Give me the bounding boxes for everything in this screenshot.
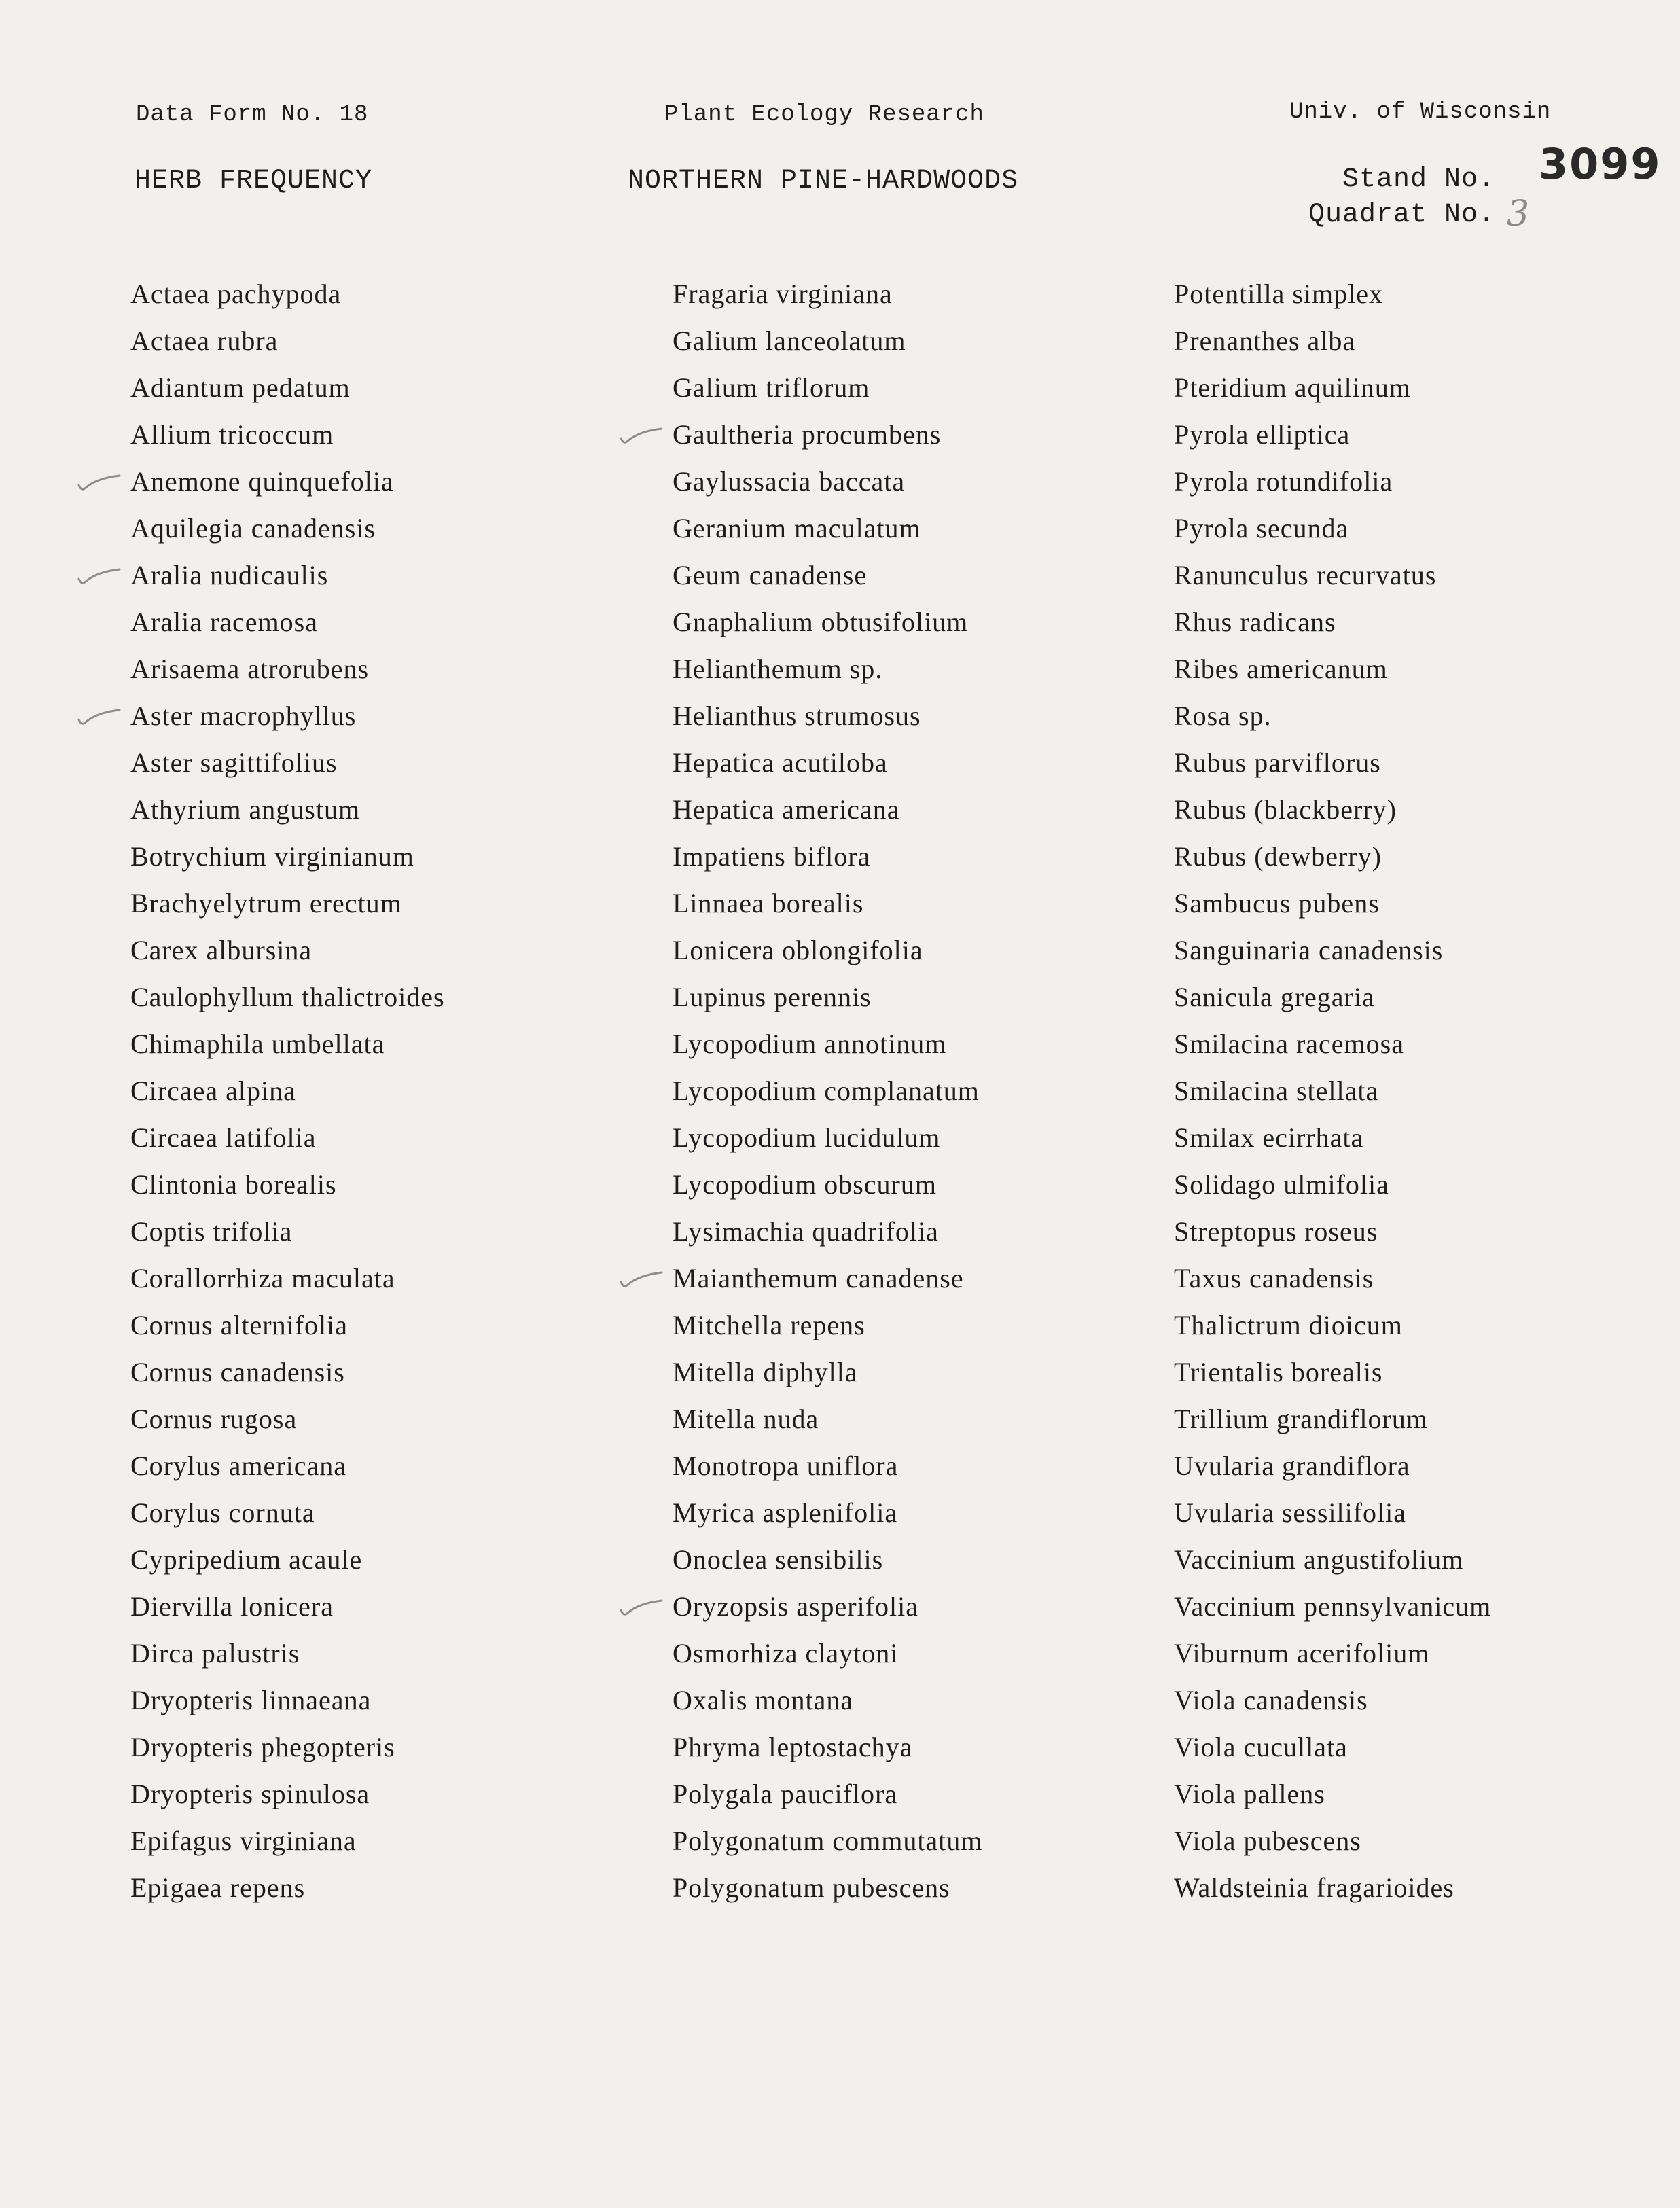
pencil-check-mark-icon — [76, 565, 122, 588]
species-name: Phryma leptostachya — [673, 1732, 913, 1762]
species-name: Potentilla simplex — [1174, 279, 1383, 309]
species-item — [673, 880, 982, 927]
species-name: Impatiens biflora — [673, 841, 871, 872]
species-name: Anemone quinquefolia — [130, 466, 394, 497]
species-item — [1174, 1208, 1491, 1255]
species-name: Aster sagittifolius — [130, 747, 338, 778]
species-name: Galium lanceolatum — [673, 325, 906, 356]
species-item — [1174, 786, 1491, 833]
species-name: Corylus cornuta — [130, 1497, 315, 1528]
species-item — [1174, 1864, 1491, 1911]
species-item — [130, 1161, 445, 1208]
species-item — [130, 1864, 445, 1911]
species-item — [130, 270, 445, 317]
pencil-check-mark-icon — [618, 425, 664, 448]
organization: Plant Ecology Research — [664, 102, 984, 128]
species-name: Arisaema atrorubens — [130, 654, 370, 684]
species-item — [673, 1020, 982, 1067]
species-item — [130, 786, 445, 833]
species-name: Viola cucullata — [1174, 1732, 1348, 1762]
species-name: Dryopteris spinulosa — [130, 1779, 370, 1809]
species-name: Pyrola rotundifolia — [1174, 466, 1393, 497]
species-item — [130, 1302, 445, 1349]
species-item — [130, 927, 445, 974]
species-name: Hepatica acutiloba — [673, 747, 888, 778]
species-item — [673, 1442, 982, 1489]
form-title: HERB FREQUENCY — [135, 166, 373, 196]
species-item — [130, 317, 445, 364]
species-name: Gaylussacia baccata — [673, 466, 906, 497]
species-name: Cornus alternifolia — [130, 1310, 348, 1340]
species-name: Mitchella repens — [673, 1310, 865, 1340]
species-item — [130, 1817, 445, 1864]
species-name: Fragaria virginiana — [673, 279, 893, 309]
species-name: Viburnum acerifolium — [1174, 1638, 1430, 1669]
species-name: Circaea alpina — [130, 1075, 296, 1106]
species-name: Streptopus roseus — [1174, 1216, 1378, 1247]
species-name: Rhus radicans — [1174, 607, 1336, 637]
species-column-3 — [1174, 270, 1491, 1911]
species-item — [130, 1724, 445, 1770]
species-name: Lycopodium obscurum — [673, 1169, 937, 1200]
species-name: Aquilegia canadensis — [130, 513, 376, 544]
species-name: Trillium grandiflorum — [1174, 1404, 1428, 1434]
species-column-1 — [130, 270, 445, 1911]
species-name: Botrychium virginianum — [130, 841, 414, 872]
species-item — [1174, 1442, 1491, 1489]
species-name: Viola canadensis — [1174, 1685, 1368, 1715]
species-item — [1174, 1395, 1491, 1442]
species-item — [1174, 1161, 1491, 1208]
species-item — [1174, 411, 1491, 458]
species-name: Uvularia sessilifolia — [1174, 1497, 1407, 1528]
species-item — [1174, 1067, 1491, 1114]
species-item — [130, 1114, 445, 1161]
species-item — [1174, 1677, 1491, 1724]
species-item — [673, 1724, 982, 1770]
species-item — [673, 1208, 982, 1255]
species-item — [1174, 364, 1491, 411]
species-name: Clintonia borealis — [130, 1169, 337, 1200]
species-name: Vaccinium pennsylvanicum — [1174, 1591, 1492, 1622]
species-name: Viola pallens — [1174, 1779, 1325, 1809]
species-name: Sanicula gregaria — [1174, 982, 1375, 1012]
species-name: Carex albursina — [130, 935, 312, 965]
species-name: Mitella nuda — [673, 1404, 819, 1434]
species-item — [130, 1630, 445, 1677]
species-item — [673, 599, 982, 645]
species-name: Dirca palustris — [130, 1638, 300, 1669]
species-name: Epifagus virginiana — [130, 1826, 357, 1856]
species-name: Geranium maculatum — [673, 513, 921, 544]
species-item — [1174, 552, 1491, 599]
species-item — [1174, 645, 1491, 692]
pencil-check-mark-icon — [618, 1268, 664, 1292]
species-item — [673, 270, 982, 317]
species-item — [1174, 880, 1491, 927]
species-item — [673, 1536, 982, 1583]
species-item — [1174, 692, 1491, 739]
species-item — [673, 1817, 982, 1864]
species-item — [673, 1864, 982, 1911]
species-item — [673, 1349, 982, 1395]
species-item — [673, 739, 982, 786]
species-item — [130, 411, 445, 458]
species-name: Lonicera oblongifolia — [673, 935, 923, 965]
species-item — [673, 1489, 982, 1536]
species-name: Pteridium aquilinum — [1174, 372, 1411, 403]
species-item — [673, 364, 982, 411]
species-item — [673, 1395, 982, 1442]
species-name: Galium triflorum — [673, 372, 870, 403]
species-name: Waldsteinia fragarioides — [1174, 1872, 1454, 1903]
species-item — [130, 1583, 445, 1630]
species-item — [1174, 1255, 1491, 1302]
species-name: Adiantum pedatum — [130, 372, 351, 403]
species-item — [1174, 1817, 1491, 1864]
species-item — [130, 599, 445, 645]
species-name: Thalictrum dioicum — [1174, 1310, 1403, 1340]
species-name: Vaccinium angustifolium — [1174, 1544, 1464, 1575]
species-name: Oxalis montana — [673, 1685, 854, 1715]
species-name: Pyrola secunda — [1174, 513, 1349, 544]
species-item — [1174, 974, 1491, 1020]
species-name: Lupinus perennis — [673, 982, 872, 1012]
species-name: Athyrium angustum — [130, 794, 361, 825]
species-item — [130, 974, 445, 1020]
species-item — [673, 1630, 982, 1677]
species-name: Helianthus strumosus — [673, 700, 921, 731]
species-name: Helianthemum sp. — [673, 654, 883, 684]
species-item — [130, 458, 445, 505]
pencil-check-mark-icon — [76, 706, 122, 729]
species-name: Dryopteris linnaeana — [130, 1685, 372, 1715]
species-name: Epigaea repens — [130, 1872, 306, 1903]
species-name: Myrica asplenifolia — [673, 1497, 898, 1528]
species-name: Polygonatum pubescens — [673, 1872, 950, 1903]
species-name: Chimaphila umbellata — [130, 1029, 385, 1059]
pencil-check-mark-icon — [618, 1597, 664, 1620]
species-item — [1174, 1489, 1491, 1536]
species-item — [130, 1020, 445, 1067]
species-name: Uvularia grandiflora — [1174, 1450, 1410, 1481]
species-item — [1174, 1770, 1491, 1817]
species-name: Gnaphalium obtusifolium — [673, 607, 969, 637]
species-item — [1174, 270, 1491, 317]
species-name: Solidago ulmifolia — [1174, 1169, 1389, 1200]
species-item — [130, 645, 445, 692]
quadrat-number-handwritten: 3 — [1507, 194, 1530, 234]
species-item — [673, 552, 982, 599]
species-name: Aralia nudicaulis — [130, 560, 329, 590]
species-item — [130, 1489, 445, 1536]
species-name: Sanguinaria canadensis — [1174, 935, 1444, 965]
species-item — [130, 739, 445, 786]
species-item — [673, 786, 982, 833]
species-name: Aralia racemosa — [130, 607, 318, 637]
species-item — [1174, 739, 1491, 786]
species-name: Monotropa uniflora — [673, 1450, 899, 1481]
species-item — [673, 974, 982, 1020]
species-item — [130, 1677, 445, 1724]
species-item — [130, 880, 445, 927]
species-name: Cornus rugosa — [130, 1404, 298, 1434]
species-name: Hepatica americana — [673, 794, 900, 825]
stand-label: Stand No. — [1342, 164, 1496, 195]
species-item — [673, 1770, 982, 1817]
species-item — [1174, 833, 1491, 880]
species-name: Smilacina stellata — [1174, 1075, 1379, 1106]
species-name: Lycopodium complanatum — [673, 1075, 980, 1106]
species-item — [673, 1583, 982, 1630]
species-name: Actaea rubra — [130, 325, 279, 356]
species-item — [673, 1302, 982, 1349]
species-name: Corallorrhiza maculata — [130, 1263, 395, 1294]
species-item — [1174, 1536, 1491, 1583]
species-name: Lycopodium annotinum — [673, 1029, 947, 1059]
species-item — [673, 645, 982, 692]
species-item — [1174, 317, 1491, 364]
species-item — [673, 505, 982, 552]
species-name: Polygala pauciflora — [673, 1779, 898, 1809]
species-name: Onoclea sensibilis — [673, 1544, 884, 1575]
species-item — [130, 692, 445, 739]
species-name: Sambucus pubens — [1174, 888, 1380, 919]
university: Univ. of Wisconsin — [1289, 99, 1552, 125]
species-item — [1174, 1630, 1491, 1677]
species-name: Polygonatum commutatum — [673, 1826, 983, 1856]
species-name: Trientalis borealis — [1174, 1357, 1383, 1387]
species-name: Viola pubescens — [1174, 1826, 1361, 1856]
species-name: Coptis trifolia — [130, 1216, 293, 1247]
species-name: Ranunculus recurvatus — [1174, 560, 1437, 590]
species-name: Rubus parviflorus — [1174, 747, 1381, 778]
species-item — [130, 552, 445, 599]
species-item — [673, 1114, 982, 1161]
species-item — [130, 1442, 445, 1489]
species-name: Oryzopsis asperifolia — [673, 1591, 919, 1622]
species-name: Actaea pachypoda — [130, 279, 342, 309]
species-item — [673, 317, 982, 364]
species-name: Taxus canadensis — [1174, 1263, 1374, 1294]
species-name: Prenanthes alba — [1174, 325, 1356, 356]
species-name: Lycopodium lucidulum — [673, 1122, 941, 1153]
species-item — [1174, 599, 1491, 645]
species-name: Brachyelytrum erectum — [130, 888, 402, 919]
species-name: Geum canadense — [673, 560, 868, 590]
species-name: Pyrola elliptica — [1174, 419, 1351, 450]
species-item — [1174, 1583, 1491, 1630]
species-item — [130, 1208, 445, 1255]
species-item — [673, 1067, 982, 1114]
species-item — [673, 692, 982, 739]
species-name: Cypripedium acaule — [130, 1544, 363, 1575]
species-name: Allium tricoccum — [130, 419, 334, 450]
species-item — [673, 1161, 982, 1208]
species-item — [1174, 505, 1491, 552]
species-item — [130, 1349, 445, 1395]
species-item — [130, 1770, 445, 1817]
stand-number-handwritten: 3099 — [1539, 139, 1662, 189]
species-name: Osmorhiza claytoni — [673, 1638, 899, 1669]
species-item — [130, 505, 445, 552]
species-name: Corylus americana — [130, 1450, 346, 1481]
species-name: Rubus (blackberry) — [1174, 794, 1397, 825]
species-item — [1174, 927, 1491, 974]
species-item — [673, 1677, 982, 1724]
species-item — [673, 458, 982, 505]
species-item — [1174, 1114, 1491, 1161]
species-item — [130, 1395, 445, 1442]
species-name: Rosa sp. — [1174, 700, 1272, 731]
species-item — [1174, 1349, 1491, 1395]
species-name: Gaultheria procumbens — [673, 419, 942, 450]
quadrat-label: Quadrat No. — [1308, 200, 1496, 230]
species-item — [673, 927, 982, 974]
species-item — [1174, 1020, 1491, 1067]
species-item — [1174, 1302, 1491, 1349]
species-item — [1174, 458, 1491, 505]
species-item — [673, 833, 982, 880]
species-name: Mitella diphylla — [673, 1357, 858, 1387]
species-item — [130, 1255, 445, 1302]
species-item — [673, 411, 982, 458]
species-name: Diervilla lonicera — [130, 1591, 334, 1622]
species-name: Linnaea borealis — [673, 888, 864, 919]
species-item — [673, 1255, 982, 1302]
species-name: Caulophyllum thalictroides — [130, 982, 445, 1012]
species-name: Smilax ecirrhata — [1174, 1122, 1364, 1153]
species-name: Smilacina racemosa — [1174, 1029, 1404, 1059]
species-item — [130, 1067, 445, 1114]
species-name: Lysimachia quadrifolia — [673, 1216, 939, 1247]
species-name: Cornus canadensis — [130, 1357, 345, 1387]
species-name: Rubus (dewberry) — [1174, 841, 1382, 872]
community-title: NORTHERN PINE-HARDWOODS — [628, 166, 1019, 196]
species-name: Aster macrophyllus — [130, 700, 357, 731]
species-column-2 — [673, 270, 982, 1911]
species-item — [1174, 1724, 1491, 1770]
species-name: Maianthemum canadense — [673, 1263, 964, 1294]
species-item — [130, 833, 445, 880]
species-item — [130, 364, 445, 411]
species-name: Circaea latifolia — [130, 1122, 317, 1153]
species-name: Ribes americanum — [1174, 654, 1388, 684]
form-number: Data Form No. 18 — [136, 102, 369, 128]
pencil-check-mark-icon — [76, 471, 122, 495]
species-item — [130, 1536, 445, 1583]
species-name: Dryopteris phegopteris — [130, 1732, 395, 1762]
